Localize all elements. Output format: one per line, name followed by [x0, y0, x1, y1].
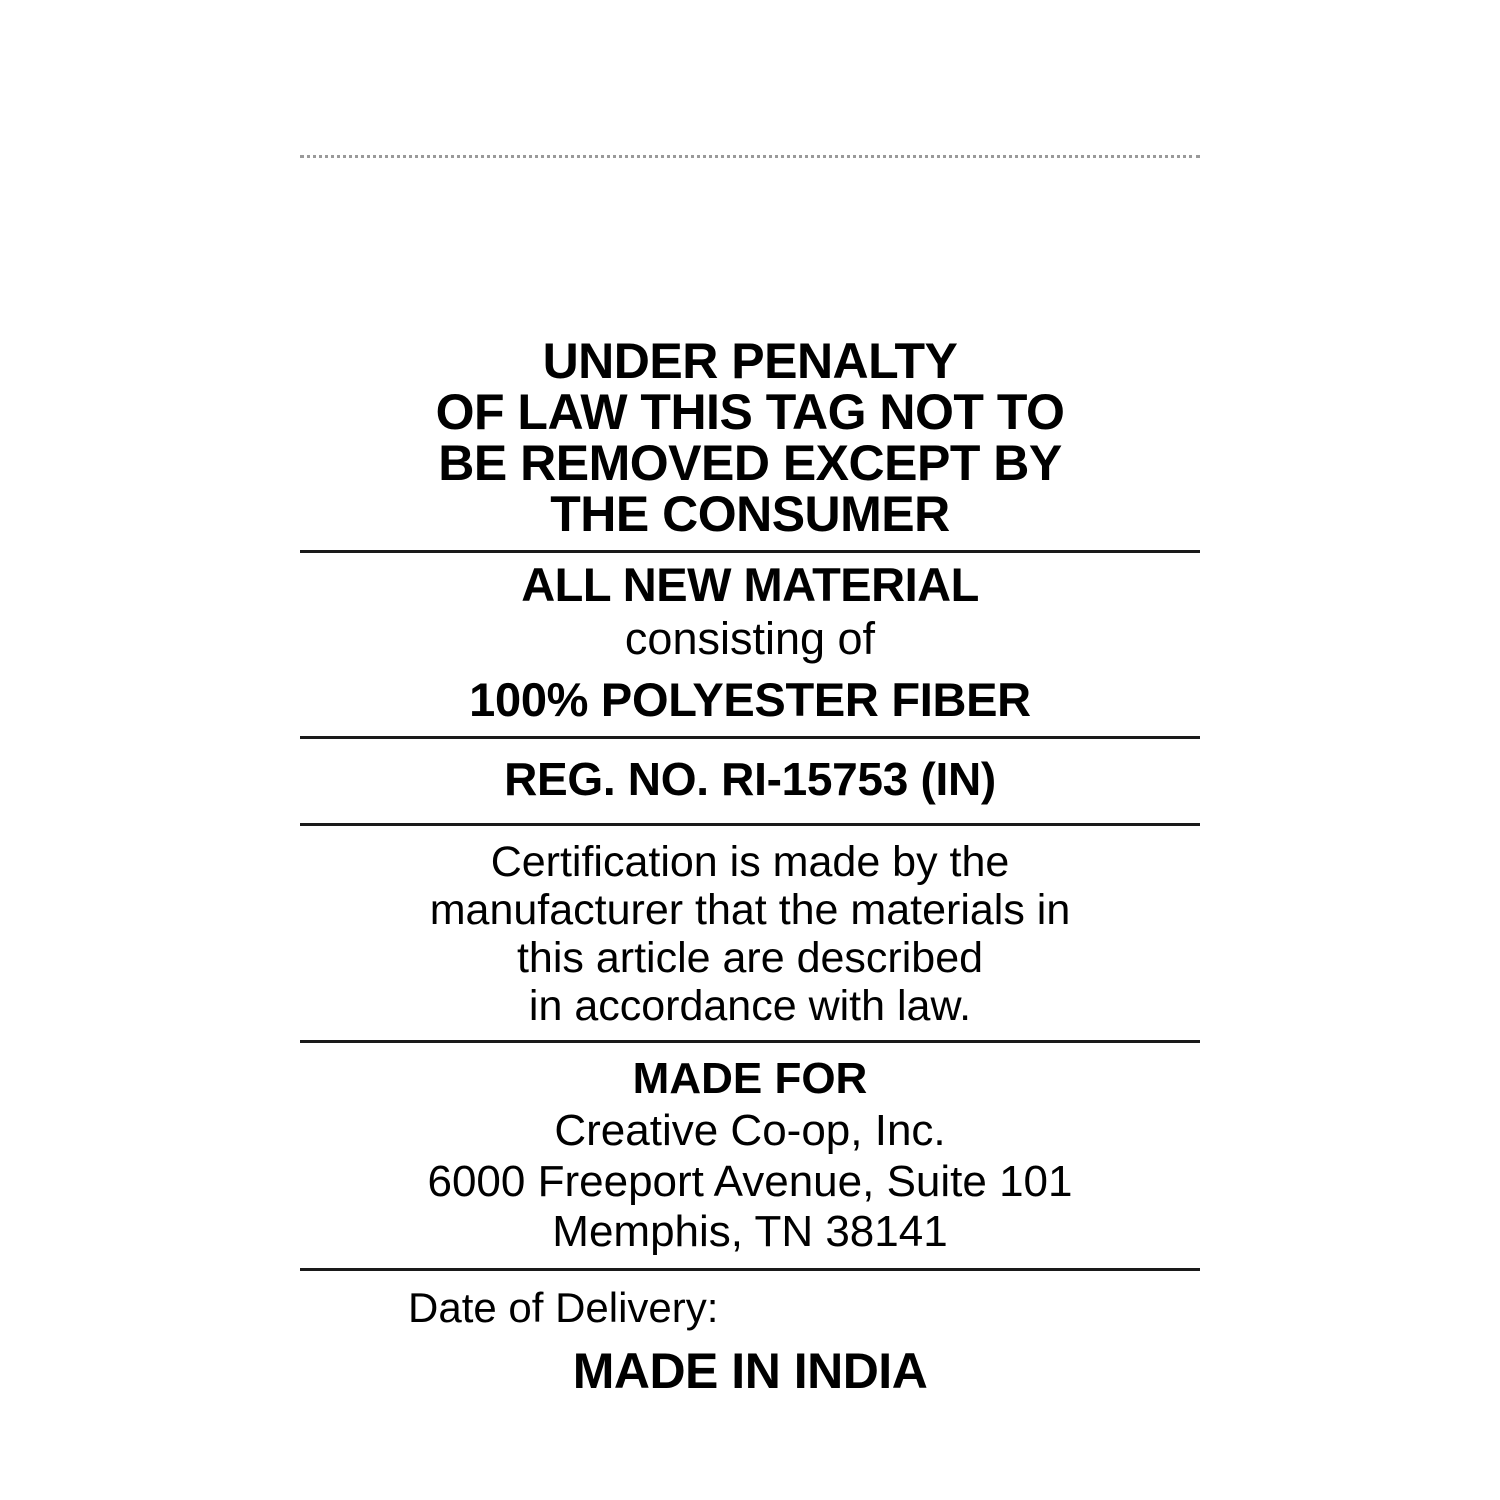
made-for-city-state-zip: Memphis, TN 38141 [552, 1207, 948, 1257]
date-of-delivery-label: Date of Delivery: [408, 1283, 719, 1331]
registration-number: REG. NO. RI-15753 (IN) [504, 753, 996, 806]
material-subtitle: consisting of [624, 612, 876, 664]
law-label-tag [300, 0, 1200, 1500]
made-for-company: Creative Co-op, Inc. [554, 1105, 946, 1155]
certification-line-3: this article are described [516, 933, 984, 982]
delivery-block [300, 1271, 1200, 1401]
penalty-heading [300, 330, 1200, 550]
perforation-dotted-line [300, 155, 1200, 161]
made-for-title: MADE FOR [632, 1054, 868, 1104]
certification-line-1: Certification is made by the [490, 837, 1010, 886]
made-for-block [300, 1043, 1200, 1268]
made-for-address: 6000 Freeport Avenue, Suite 101 [427, 1156, 1073, 1206]
certification-line-2: manufacturer that the materials in [429, 885, 1071, 934]
material-title: ALL NEW MATERIAL [521, 558, 979, 611]
country-of-origin: MADE IN INDIA [572, 1343, 928, 1400]
penalty-heading-line-1: UNDER PENALTY [542, 333, 958, 389]
label-content [300, 330, 1200, 1401]
material-fiber-content: 100% POLYESTER FIBER [469, 672, 1031, 726]
penalty-heading-line-4: THE CONSUMER [550, 486, 950, 542]
certification-line-4: in accordance with law. [528, 981, 972, 1030]
penalty-heading-line-2: OF LAW THIS TAG NOT TO [435, 384, 1065, 440]
certification-statement [300, 826, 1200, 1041]
material-block [300, 553, 1200, 736]
penalty-heading-line-3: BE REMOVED EXCEPT BY [438, 435, 1062, 491]
